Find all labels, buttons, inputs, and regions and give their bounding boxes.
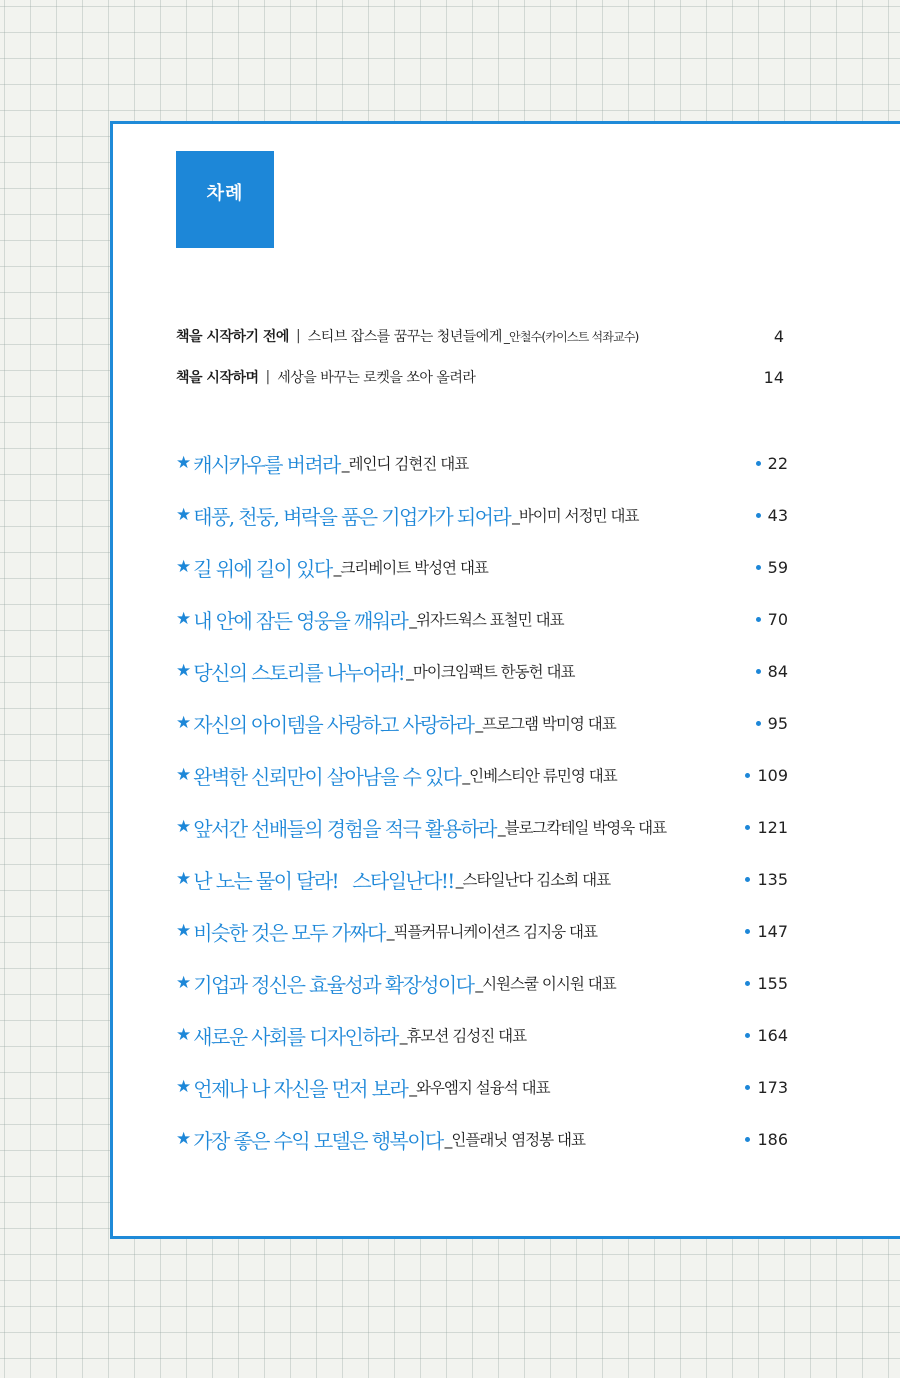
bullet-dot-icon bbox=[745, 1033, 750, 1038]
star-icon: ★ bbox=[176, 764, 192, 785]
preface-lead: 책을 시작하기 전에 bbox=[176, 329, 289, 345]
bullet-dot-icon bbox=[756, 461, 761, 466]
entry-page-number: 121 bbox=[757, 817, 788, 837]
entry-page bbox=[745, 1078, 788, 1097]
introduction-row[interactable] bbox=[176, 364, 784, 390]
star-icon: ★ bbox=[176, 816, 192, 837]
star-icon: ★ bbox=[176, 660, 192, 681]
entry-author: _와우엠지 설융석 대표 bbox=[409, 1079, 550, 1097]
entry-page-number: 109 bbox=[757, 765, 788, 785]
entry-page-number: 43 bbox=[767, 505, 788, 525]
entry-author: _바이미 서정민 대표 bbox=[512, 507, 639, 525]
bullet-dot-icon bbox=[756, 617, 761, 622]
toc-entry[interactable] bbox=[176, 758, 788, 792]
toc-entry[interactable] bbox=[176, 1122, 788, 1156]
entry-page bbox=[756, 714, 788, 733]
entry-author: _인플래닛 염정봉 대표 bbox=[444, 1131, 586, 1149]
toc-entry[interactable] bbox=[176, 810, 788, 844]
entry-page bbox=[756, 610, 788, 629]
entry-page bbox=[756, 506, 788, 525]
entry-author: _픽플커뮤니케이션즈 김지웅 대표 bbox=[386, 923, 597, 941]
star-icon: ★ bbox=[176, 452, 192, 473]
entry-page-number: 95 bbox=[767, 713, 788, 733]
entry-page bbox=[745, 766, 788, 785]
entry-page bbox=[745, 974, 788, 993]
entry-page-number: 186 bbox=[757, 1129, 788, 1149]
entry-author: _크리베이트 박성연 대표 bbox=[333, 559, 488, 577]
entry-title: 비슷한 것은 모두 가짜다 bbox=[193, 920, 385, 945]
entry-page-number: 173 bbox=[757, 1077, 788, 1097]
entry-author: _위자드웍스 표철민 대표 bbox=[409, 611, 564, 629]
entry-page-number: 59 bbox=[767, 557, 788, 577]
toc-entry[interactable] bbox=[176, 862, 788, 896]
preface-author: _안철수(카이스트 석좌교수) bbox=[503, 329, 639, 344]
bullet-dot-icon bbox=[745, 825, 750, 830]
entry-page-number: 164 bbox=[757, 1025, 788, 1045]
entry-page bbox=[745, 922, 788, 941]
toc-heading: 차례 bbox=[206, 182, 244, 204]
bullet-dot-icon bbox=[745, 877, 750, 882]
entry-title: 난 노는 물이 달라! 스타일난다!! bbox=[193, 868, 454, 893]
entry-title: 당신의 스토리를 나누어라! bbox=[193, 660, 405, 685]
entry-title: 기업과 정신은 효율성과 확장성이다 bbox=[193, 972, 474, 997]
toc-entry[interactable] bbox=[176, 706, 788, 740]
bullet-dot-icon bbox=[745, 981, 750, 986]
toc-heading-box bbox=[176, 151, 274, 248]
entry-page-number: 22 bbox=[767, 453, 788, 473]
entry-title: 자신의 아이템을 사랑하고 사랑하라 bbox=[193, 712, 474, 737]
toc-entry[interactable] bbox=[176, 1070, 788, 1104]
star-icon: ★ bbox=[176, 868, 192, 889]
entry-author: _시원스쿨 이시원 대표 bbox=[475, 975, 616, 993]
bullet-dot-icon bbox=[745, 773, 750, 778]
toc-entry[interactable] bbox=[176, 654, 788, 688]
entry-title: 태풍, 천둥, 벼락을 품은 기업가가 되어라 bbox=[193, 504, 511, 529]
entry-author: _레인디 김현진 대표 bbox=[341, 455, 469, 473]
toc-entry[interactable] bbox=[176, 498, 788, 532]
star-icon: ★ bbox=[176, 1076, 192, 1097]
star-icon: ★ bbox=[176, 608, 192, 629]
toc-entry[interactable] bbox=[176, 1018, 788, 1052]
entry-title: 내 안에 잠든 영웅을 깨워라 bbox=[193, 608, 408, 633]
entry-page-number: 84 bbox=[767, 661, 788, 681]
entry-page-number: 70 bbox=[767, 609, 788, 629]
toc-entry[interactable] bbox=[176, 550, 788, 584]
toc-entry[interactable] bbox=[176, 914, 788, 948]
entry-author: _마이크임팩트 한동헌 대표 bbox=[406, 663, 575, 681]
introduction-lead: 책을 시작하며 bbox=[176, 370, 259, 386]
entry-page bbox=[745, 818, 788, 837]
bullet-dot-icon bbox=[756, 669, 761, 674]
introduction-page-number: 14 bbox=[763, 367, 784, 387]
entry-page-number: 147 bbox=[757, 921, 788, 941]
entry-title: 새로운 사회를 디자인하라 bbox=[193, 1024, 398, 1049]
entry-page-number: 155 bbox=[757, 973, 788, 993]
bullet-dot-icon bbox=[756, 513, 761, 518]
bullet-dot-icon bbox=[745, 1137, 750, 1142]
bullet-dot-icon bbox=[756, 721, 761, 726]
entry-author: _블로그칵테일 박영욱 대표 bbox=[497, 819, 667, 837]
preface-separator: | bbox=[295, 328, 301, 344]
star-icon: ★ bbox=[176, 1128, 192, 1149]
entry-title: 언제나 나 자신을 먼저 보라 bbox=[193, 1076, 408, 1101]
bullet-dot-icon bbox=[745, 929, 750, 934]
preface-row[interactable] bbox=[176, 323, 784, 349]
bullet-dot-icon bbox=[745, 1085, 750, 1090]
entry-author: _인베스티안 류민영 대표 bbox=[462, 767, 617, 785]
entry-page bbox=[756, 454, 788, 473]
entry-title: 앞서간 선배들의 경험을 적극 활용하라 bbox=[193, 816, 496, 841]
star-icon: ★ bbox=[176, 1024, 192, 1045]
toc-entry[interactable] bbox=[176, 602, 788, 636]
star-icon: ★ bbox=[176, 972, 192, 993]
introduction-subtitle: 세상을 바꾸는 로켓을 쏘아 올려라 bbox=[277, 370, 476, 386]
star-icon: ★ bbox=[176, 920, 192, 941]
bullet-dot-icon bbox=[756, 565, 761, 570]
entry-author: _프로그램 박미영 대표 bbox=[475, 715, 616, 733]
preface-subtitle: 스티브 잡스를 꿈꾸는 청년들에게 bbox=[307, 329, 502, 345]
entry-page bbox=[756, 558, 788, 577]
entry-page-number: 135 bbox=[757, 869, 788, 889]
entry-author: _휴모션 김성진 대표 bbox=[399, 1027, 527, 1045]
entry-title: 가장 좋은 수익 모델은 행복이다 bbox=[193, 1128, 443, 1153]
entry-title: 길 위에 길이 있다 bbox=[193, 556, 332, 581]
entry-author: _스타일난다 김소희 대표 bbox=[455, 871, 611, 889]
star-icon: ★ bbox=[176, 504, 192, 525]
entry-page bbox=[756, 662, 788, 681]
entry-title: 캐시카우를 버려라 bbox=[193, 452, 340, 477]
introduction-separator: | bbox=[265, 369, 271, 385]
entry-page bbox=[745, 870, 788, 889]
star-icon: ★ bbox=[176, 712, 192, 733]
preface-page-number: 4 bbox=[773, 326, 784, 346]
entry-page bbox=[745, 1026, 788, 1045]
toc-entry[interactable] bbox=[176, 966, 788, 1000]
entry-title: 완벽한 신뢰만이 살아남을 수 있다 bbox=[193, 764, 461, 789]
entry-page bbox=[745, 1130, 788, 1149]
star-icon: ★ bbox=[176, 556, 192, 577]
toc-entry[interactable] bbox=[176, 446, 788, 480]
